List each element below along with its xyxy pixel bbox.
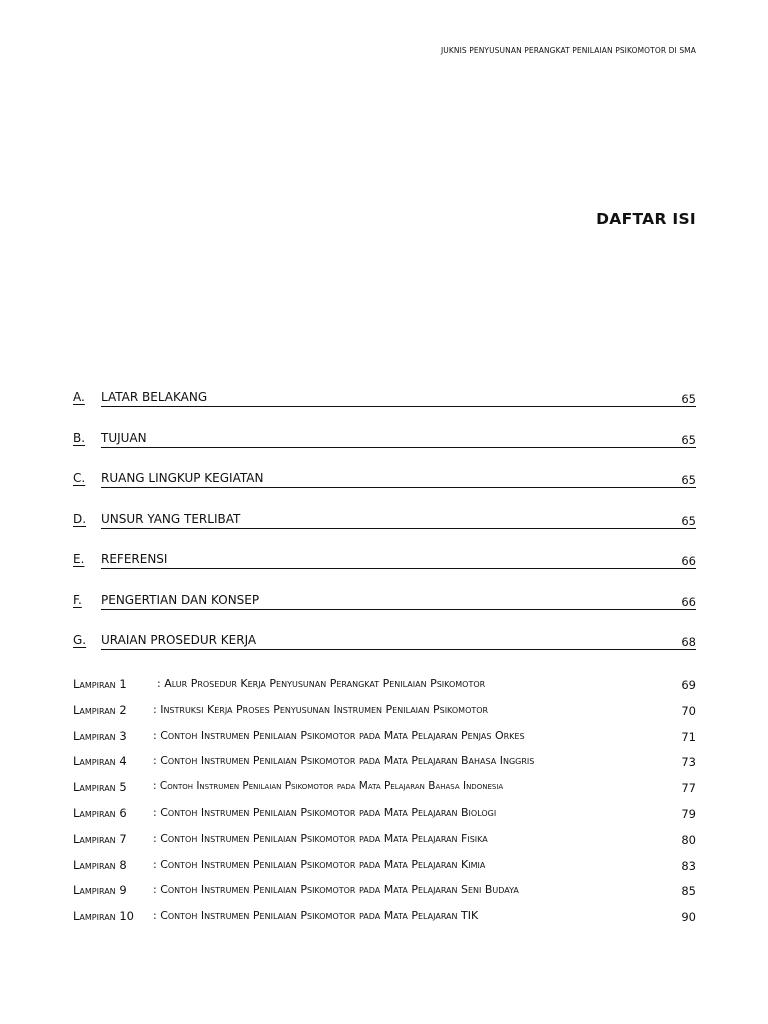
toc-entry-letter: D.: [73, 511, 87, 526]
appendix-page: 77: [681, 781, 696, 796]
toc-entry-leader: [101, 633, 696, 650]
toc-entry-page: 65: [681, 432, 696, 447]
appendix-label: Lampiran 5: [73, 780, 127, 795]
toc-entry-leader: [101, 512, 696, 529]
appendix-description: : Contoh Instrumen Penilaian Psikomotor pada Mata Pelajaran Fisika: [153, 831, 488, 845]
toc-entry-f[interactable]: [73, 593, 696, 634]
appendix-page: 85: [681, 884, 696, 899]
toc-entry-a[interactable]: [73, 390, 696, 431]
appendix-page: 90: [681, 910, 696, 925]
toc-entry-page: 68: [681, 635, 696, 649]
appendix-description: : Contoh Instrumen Penilaian Psikomotor pada Mata Pelajaran Biologi: [153, 805, 497, 819]
toc-main-list: [73, 390, 696, 674]
toc-entry-label: LATAR BELAKANG: [101, 390, 208, 404]
toc-appendix-2[interactable]: [73, 703, 696, 729]
toc-entry-label: TUJUAN: [101, 430, 147, 445]
appendix-description: : Contoh Instrumen Penilaian Psikomotor pada Mata Pelajaran Bahasa Inggris: [153, 754, 535, 768]
running-header: JUKNIS PENYUSUNAN PERANGKAT PENILAIAN PSIKOMOTOR DI SMA: [440, 46, 696, 55]
appendix-page: 70: [681, 703, 696, 718]
toc-entry-page: 65: [681, 513, 696, 528]
appendix-label: Lampiran 1: [73, 677, 127, 691]
toc-appendix-6[interactable]: [73, 806, 696, 832]
toc-entry-leader: [101, 552, 696, 569]
toc-entry-label: RUANG LINGKUP KEGIATAN: [101, 471, 264, 485]
toc-entry-page: 65: [681, 473, 696, 487]
appendix-label: Lampiran 6: [73, 805, 127, 820]
toc-entry-b[interactable]: [73, 431, 696, 472]
toc-entry-letter: C.: [73, 471, 86, 485]
appendix-label: Lampiran 8: [73, 857, 127, 872]
toc-entry-label: UNSUR YANG TERLIBAT: [101, 511, 241, 526]
appendix-page: 80: [681, 832, 696, 847]
appendix-description: : Contoh Instrumen Penilaian Psikomotor pada Mata Pelajaran Bahasa Indonesia: [153, 780, 504, 793]
appendix-page: 73: [681, 755, 696, 770]
appendix-page: 83: [681, 858, 696, 873]
appendix-label: Lampiran 10: [73, 909, 134, 924]
toc-entry-label: REFERENSI: [101, 552, 168, 566]
toc-appendix-1[interactable]: [73, 677, 696, 703]
toc-appendix-5[interactable]: [73, 780, 696, 806]
toc-entry-letter: E.: [73, 552, 85, 566]
page-title: DAFTAR ISI: [596, 210, 696, 228]
toc-entry-c[interactable]: [73, 471, 696, 512]
appendix-label: Lampiran 2: [73, 702, 127, 717]
toc-entry-d[interactable]: [73, 512, 696, 553]
toc-entry-letter: B.: [73, 430, 86, 445]
toc-entry-g[interactable]: [73, 633, 696, 674]
toc-appendix-4[interactable]: [73, 754, 696, 780]
appendix-label: Lampiran 7: [73, 831, 127, 846]
toc-entry-page: 65: [681, 392, 696, 406]
appendix-page: 79: [681, 806, 696, 821]
appendix-label: Lampiran 4: [73, 754, 127, 769]
toc-entry-leader: [101, 593, 696, 610]
toc-appendix-3[interactable]: [73, 729, 696, 755]
toc-appendix-8[interactable]: [73, 858, 696, 884]
toc-entry-leader: [101, 431, 696, 448]
toc-appendix-7[interactable]: [73, 832, 696, 858]
toc-entry-letter: G.: [73, 633, 87, 647]
toc-entry-leader: [101, 390, 696, 407]
toc-appendix-9[interactable]: [73, 883, 696, 909]
appendix-description: : Contoh Instrumen Penilaian Psikomotor pada Mata Pelajaran Seni Budaya: [153, 883, 519, 897]
toc-entry-letter: A.: [73, 390, 85, 404]
appendix-description: : Instruksi Kerja Proses Penyusunan Instrumen Penilaian Psikomotor: [153, 702, 489, 716]
toc-entry-letter: F.: [73, 592, 82, 607]
appendix-description: : Contoh Instrumen Penilaian Psikomotor pada Mata Pelajaran Penjas Orkes: [153, 728, 525, 742]
appendix-label: Lampiran 3: [73, 728, 127, 743]
appendix-label: Lampiran 9: [73, 883, 127, 898]
toc-entry-e[interactable]: [73, 552, 696, 593]
toc-entry-label: PENGERTIAN DAN KONSEP: [101, 592, 260, 607]
appendix-description: : Alur Prosedur Kerja Penyusunan Perangkat Penilaian Psikomotor: [157, 677, 486, 690]
appendix-description: : Contoh Instrumen Penilaian Psikomotor pada Mata Pelajaran TIK: [153, 909, 479, 923]
appendix-description: : Contoh Instrumen Penilaian Psikomotor pada Mata Pelajaran Kimia: [153, 857, 486, 871]
appendix-page: 69: [681, 678, 696, 692]
toc-appendix-list: [73, 677, 696, 935]
toc-appendix-10[interactable]: [73, 909, 696, 935]
appendix-page: 71: [681, 729, 696, 744]
toc-entry-label: URAIAN PROSEDUR KERJA: [101, 633, 257, 647]
toc-entry-page: 66: [681, 554, 696, 568]
toc-entry-leader: [101, 471, 696, 488]
toc-entry-page: 66: [681, 594, 696, 609]
